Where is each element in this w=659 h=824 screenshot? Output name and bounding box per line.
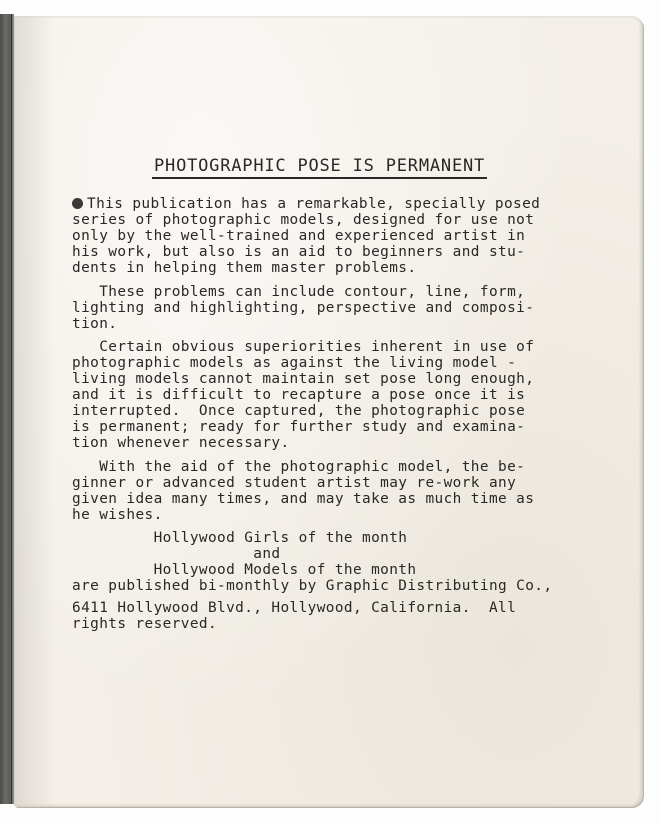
credits-line: rights reserved.	[72, 616, 218, 632]
paragraph-line: With the aid of the photographic model, the be-	[72, 459, 526, 475]
bullet-icon	[72, 198, 83, 209]
paragraph-line: This publication has a remarkable, specially posed	[87, 196, 541, 212]
paragraph-line: his work, but also is an aid to beginners and stu-	[72, 244, 526, 260]
paragraph-line: is permanent; ready for further study and examina-	[72, 419, 526, 435]
superiorities-paragraph	[72, 339, 534, 451]
paragraph-line: given idea many times, and may take as much time as	[72, 491, 535, 507]
problems-paragraph	[72, 284, 534, 332]
page-title: PHOTOGRAPHIC POSE IS PERMANENT	[152, 156, 487, 179]
paragraph-line: he wishes.	[72, 507, 163, 523]
booklet-spine	[0, 14, 14, 804]
credits-line: 6411 Hollywood Blvd., Hollywood, California. All	[72, 600, 517, 616]
paragraph-line: and it is difficult to recapture a pose once it is	[72, 387, 526, 403]
credits-line: are published bi-monthly by Graphic Distributing Co.,	[72, 578, 553, 594]
paragraph-line: tion whenever necessary.	[72, 435, 290, 451]
paragraph-line: photographic models as against the living model -	[72, 355, 517, 371]
paragraph-line: These problems can include contour, line, form,	[72, 284, 526, 300]
intro-paragraph	[72, 196, 540, 276]
credits-line: Hollywood Girls of the month	[72, 530, 408, 546]
paragraph-line: living models cannot maintain set pose long enough,	[72, 371, 535, 387]
publisher-credits	[72, 530, 552, 632]
paragraph-line: ginner or advanced student artist may re-work any	[72, 475, 517, 491]
paragraph-line: series of photographic models, designed for use not	[72, 212, 535, 228]
paragraph-line: only by the well-trained and experienced artist in	[72, 228, 526, 244]
credits-line: and	[72, 546, 281, 562]
paragraph-line: interrupted. Once captured, the photographic pose	[72, 403, 526, 419]
rework-paragraph	[72, 459, 534, 523]
paragraph-line: lighting and highlighting, perspective and composi-	[72, 300, 535, 316]
paragraph-line: Certain obvious superiorities inherent in use of	[72, 339, 535, 355]
booklet-page	[14, 16, 642, 806]
credits-line: Hollywood Models of the month	[72, 562, 417, 578]
paragraph-line: tion.	[72, 316, 118, 332]
paragraph-line: dents in helping them master problems.	[72, 260, 417, 276]
